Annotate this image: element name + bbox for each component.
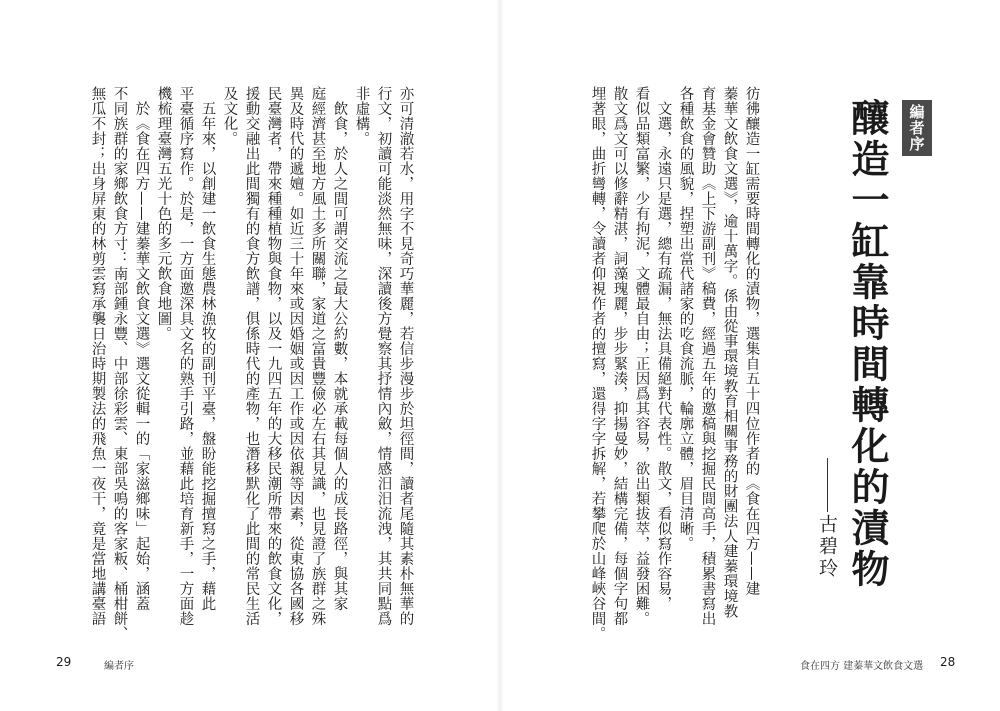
text-column: 非虛構。 — [353, 86, 370, 146]
text-column: 不同族群的家鄉飲食方寸：南部鍾永豐、中部徐彩雲、東部吳鳴的客家粄、桶柑餅、 — [111, 86, 128, 641]
text-column: 及文化。 — [221, 86, 238, 146]
text-column: 看似品類富繁，少有拘泥，文體最自由；正因爲其容易，欲出類拔萃，益發困難。 — [633, 86, 650, 626]
text-column: 蓁華文飲食文選》，逾十萬字。係由從事環境教育相關事務的財團法人建蓁環境教 — [721, 86, 738, 619]
text-column: 飲食，於人之間可謂交流之最大公約數，本就承載每個人的成長路徑，與其家 — [331, 86, 348, 611]
text-column: 各種飲食的風貌，捏塑出當代諸家的吃食流脈，輪廓立體，眉目清晰。 — [677, 86, 694, 551]
page-number-right: 28 — [940, 655, 956, 669]
running-header-right: 食在四方 建蓁華文飲食文選 — [800, 661, 924, 672]
text-column: 行文，初讀可能淡然無味，深讀後方覺察其抒情內斂，情感汨汨流洩，其共同點爲 — [375, 86, 392, 626]
text-column: 平臺循序寫作。於是，一方面邀深具文名的熟手引路，並藉此培育新手，一方面趁 — [177, 86, 194, 626]
text-column: 育基金會贊助《上下游副刊》稿費，經過五年的邀稿與挖掘民間高手，積累書寫出 — [699, 86, 716, 626]
text-column: 於《食在四方——建蓁華文飲食文選》選文從輯一的「家滋鄉味」起始，涵蓋 — [133, 86, 150, 611]
section-badge — [902, 100, 932, 156]
book-gutter — [496, 0, 504, 711]
author-name: 古碧玲 — [816, 514, 838, 580]
text-column: 援動交融出此間獨有的食方飲譜，俱係時代的產物，也潛移默化了此間的常民生活 — [243, 86, 260, 626]
text-column: 庭經濟甚至地方風土多所關聯，家道之富貴豐儉必左右其見識，也見證了族群之殊 — [309, 86, 326, 626]
text-column: 亦可清澈若水，用字不見奇巧華麗，若信步漫步於坦徑間，讀者尾隨其素朴無華的 — [397, 86, 414, 626]
author-dash — [827, 458, 828, 512]
text-column: 彷彿釀造一缸需要時間轉化的漬物，選集自五十四位作者的《食在四方——建 — [743, 86, 760, 596]
text-column: 無瓜不封；出身屏東的林剪雲寫承襲日治時期製法的飛魚一夜干，竟是當地講臺語 — [89, 86, 106, 626]
text-column: 五年來，以創建一飲食生態農林漁牧的副刊平臺，盤盼能挖掘擅寫之手，藉此 — [199, 86, 216, 611]
page-number-left: 29 — [56, 655, 72, 669]
page-title: 釀造一缸靠時間轉化的漬物 — [845, 98, 889, 590]
text-column: 民臺灣者，帶來種種植物與食物，以及一九四五年的大移民潮所帶來的飲食文化， — [265, 86, 282, 626]
text-column: 埋著眼，曲折彎轉，令讀者仰視作者的擅寫，還得字字拆解，若攀爬於山峰峽谷間。 — [589, 86, 606, 641]
section-badge-label: 編者序 — [907, 104, 926, 152]
text-column: 散文爲文可以修辭精湛，詞藻瑰麗，步步緊湊，抑揚曼妙，結構完備，每個字句都 — [611, 86, 628, 626]
text-column: 文選，永遠只是選，總有疏漏，無法具備絕對代表性。散文，看似寫作容易， — [655, 86, 672, 611]
text-column: 機梳理臺灣五光十色的多元飲食地圖。 — [155, 86, 172, 341]
running-header-left: 編者序 — [104, 661, 134, 672]
text-column: 異及時代的遞嬗。如近三十年來或因婚姻或因工作或因依親等因素，從東協各國移 — [287, 86, 304, 626]
